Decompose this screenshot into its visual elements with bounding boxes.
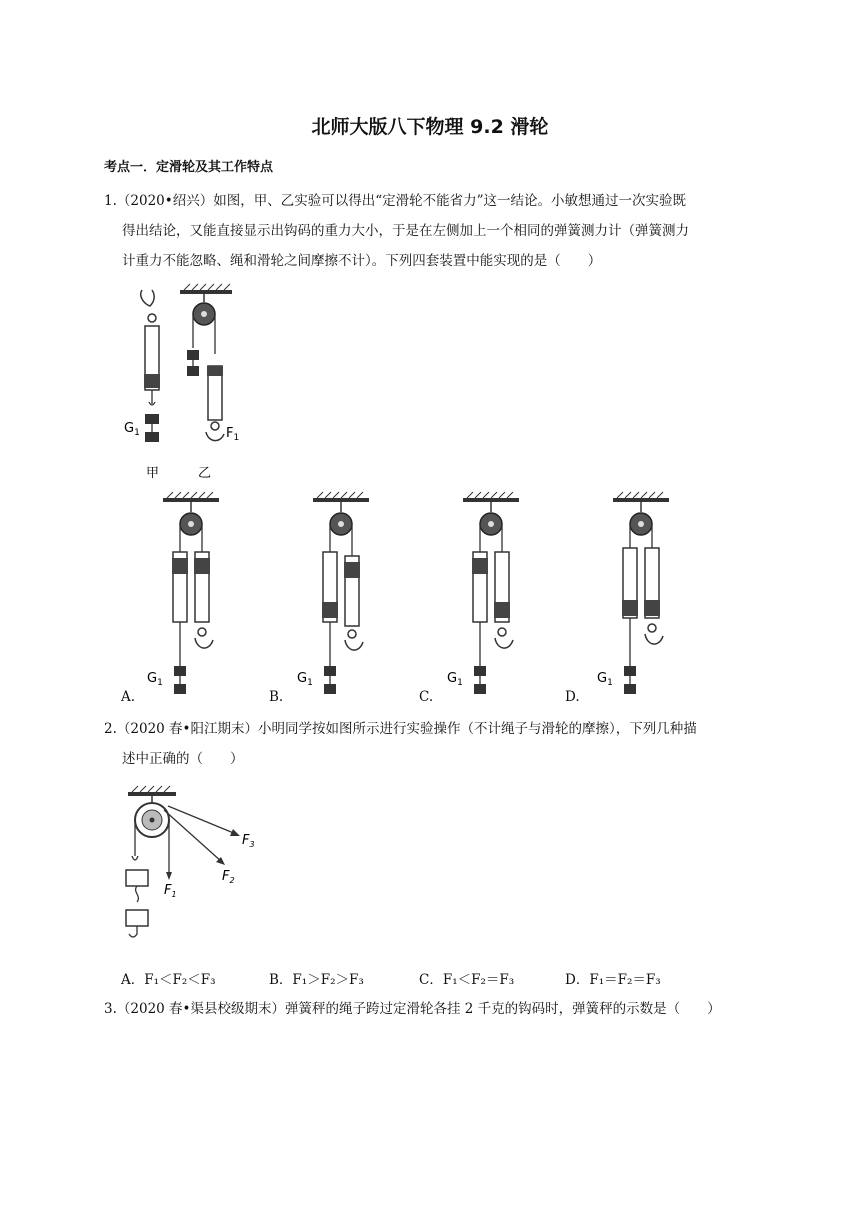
section-heading-1: 考点一．定滑轮及其工作特点 — [104, 160, 274, 175]
q2-text-1: （2020 春•阳江期末）小明同学按如图所示进行实验操作（不计绳子与滑轮的摩擦），下列几种描 — [116, 721, 697, 737]
q3-text-1: （2020 春•渠县校级期末）弹簧秤的绳子跨过定滑轮各挂 2 千克的钩码时，弹簧秤的示数是（ ） — [116, 1001, 721, 1017]
yi-ceiling — [180, 290, 232, 294]
q1-option-d[interactable]: D. — [565, 689, 580, 705]
svg-text:G1: $G_1$ — [597, 671, 613, 688]
q1-line-3: 计重力不能忽略、绳和滑轮之间摩擦不计）。下列四套装置中能实现的是（ ） — [122, 253, 602, 269]
q1-number: 1. — [104, 193, 117, 209]
jia-weight-2 — [145, 432, 159, 442]
q2-option-d[interactable]: D．F₁＝F₂＝F₃ — [565, 972, 661, 988]
option-d-setup — [597, 492, 669, 694]
q2-figure — [118, 784, 268, 954]
yi-weight-1 — [187, 350, 199, 360]
svg-text:F1: $F_1$ — [164, 883, 177, 899]
q1-figure-jia-yi — [120, 282, 250, 482]
q2-f3-arrow — [168, 806, 236, 834]
q2-number: 2. — [104, 721, 117, 737]
q2-f2-arrow — [164, 810, 222, 862]
q2-option-b[interactable]: B．F₁＞F₂＞F₃ — [269, 972, 364, 988]
question-2 — [104, 714, 764, 774]
jia-hand-icon — [141, 290, 156, 322]
q1-options-figure — [115, 490, 675, 710]
q1-option-c[interactable]: C. — [419, 689, 434, 705]
option-c-setup — [447, 492, 519, 694]
q3-line-1 — [104, 994, 764, 1024]
q1-option-a[interactable]: A. — [121, 689, 136, 705]
q2-weight-box-1 — [126, 870, 148, 886]
option-a-setup — [147, 492, 219, 694]
question-3 — [104, 994, 764, 1024]
q2-option-c[interactable]: C．F₁＜F₂＝F₃ — [419, 972, 515, 988]
q3-number: 3. — [104, 1001, 117, 1017]
svg-text:G1: $G_1$ — [447, 671, 463, 688]
svg-text:G1: $G_1$ — [147, 671, 163, 688]
q1-line-1 — [104, 186, 764, 216]
option-b-setup — [297, 492, 369, 694]
svg-text:F3: $F_3$ — [242, 833, 255, 849]
svg-text:G1: $G_1$ — [297, 671, 313, 688]
page-title: 北师大版八下物理 9.2 滑轮 — [311, 116, 549, 138]
svg-text:F2: $F_2$ — [222, 869, 235, 885]
q1-option-b[interactable]: B. — [269, 689, 284, 705]
q2-weight-box-2 — [126, 910, 148, 926]
jia-weight-1 — [145, 414, 159, 424]
yi-hand-icon — [206, 422, 224, 441]
yi-weight-2 — [187, 366, 199, 376]
question-1 — [104, 186, 764, 276]
q2-line-2: 述中正确的（ ） — [122, 751, 244, 767]
jia-label: 甲 — [146, 466, 160, 481]
q1-text-1: （2020•绍兴）如图，甲、乙实验可以得出“定滑轮不能省力”这一结论。小敏想通过一次实验既 — [116, 193, 687, 209]
yi-f1-label: $F_1$ — [226, 426, 240, 443]
jia-g1-label: $G_1$ — [124, 421, 140, 438]
q1-line-2: 得出结论，又能直接显示出钩码的重力大小，于是在左侧加上一个相同的弹簧测力计（弹簧测力 — [122, 223, 689, 239]
yi-label: 乙 — [198, 466, 212, 481]
q2-option-a[interactable]: A．F₁＜F₂＜F₃ — [121, 972, 216, 988]
q2-line-1 — [104, 714, 764, 744]
